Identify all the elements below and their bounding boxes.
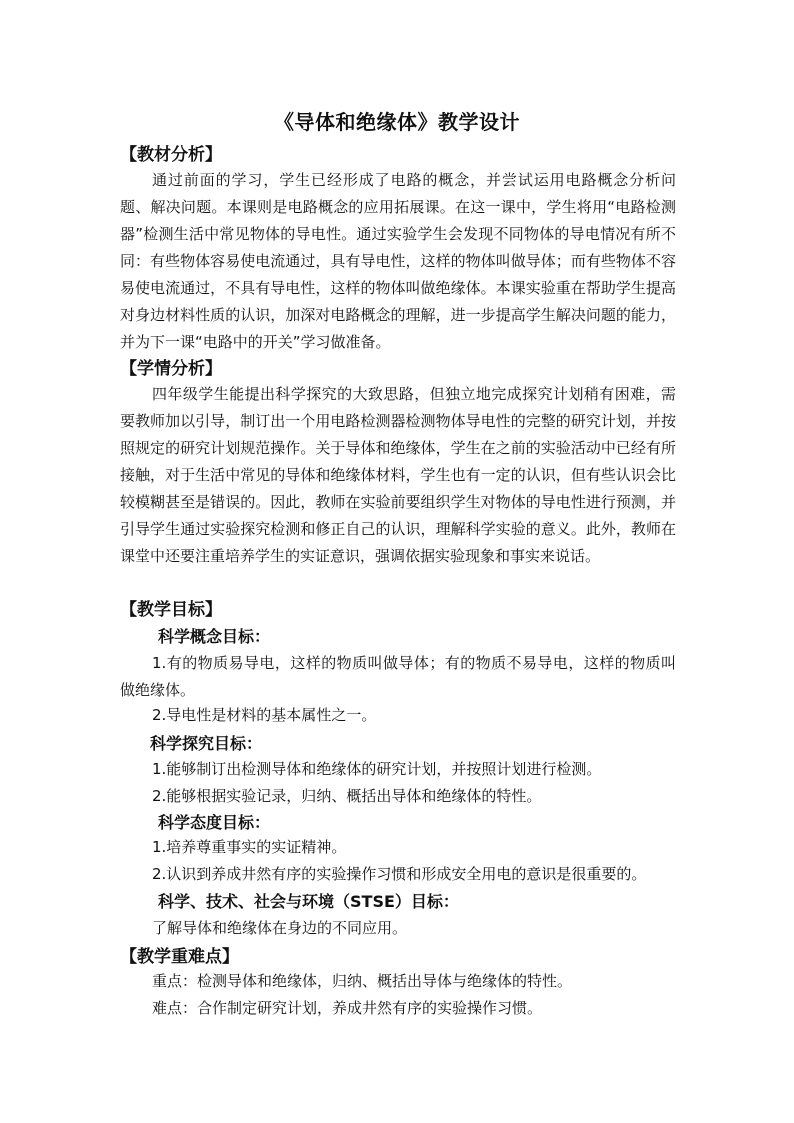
- section-heading-textbook-analysis: 【教材分析】: [120, 145, 222, 165]
- objective-inquiry-title: 科学探究目标：: [150, 734, 263, 753]
- textbook-analysis-paragraph: 通过前面的学习，学生已经形成了电路的概念，并尝试运用电路概念分析问题、解决问题。本课则是电路概念的应用拓展课。在这一课中，学生将用“电路检测器”检测生活中常见物体的导电性。通过实验学生会发现不同物体的导电情况有所不同：有些物体容易使电流通过，具有导电性，这样的物体叫做导体；而有些物体不容易使电流通过，不具有导电性，这样的物体叫做绝缘体。本课实验重在帮助学生提高对身边材料性质的认识，加深对电路概念的理解，进一步提高学生解决问题的能力，并为下一课“电路中的开关”学习做准备。: [120, 171, 676, 351]
- objective-attitude-title: 科学态度目标：: [158, 813, 271, 832]
- objective-concept-title: 科学概念目标：: [158, 627, 271, 646]
- objective-inquiry-item-2: 2.能够根据实验记录，归纳、概括出导体和绝缘体的特性。: [152, 787, 542, 805]
- objective-stse-title: 科学、技术、社会与环境（STSE）目标：: [158, 892, 459, 911]
- objective-concept-item-1: 1.有的物质易导电，这样的物质叫做导体；有的物质不易导电，这样的物质叫做绝缘体。: [120, 654, 676, 699]
- section-heading-teaching-objectives: 【教学目标】: [120, 600, 222, 620]
- objective-inquiry-item-1: 1.能够制订出检测导体和绝缘体的研究计划，并按照计划进行检测。: [152, 760, 602, 778]
- student-analysis-paragraph: 四年级学生能提出科学探究的大致思路，但独立地完成探究计划稍有困难，需要教师加以引导，制订出一个用电路检测器检测物体导电性的完整的研究计划，并按照规定的研究计划规范操作。关于导体和绝缘体，学生在之前的实验活动中已经有所接触，对于生活中常见的导体和绝缘体材料，学生也有一定的认识，但有些认识会比较模糊甚至是错误的。因此，教师在实验前要组织学生对物体的导电性进行预测，并引导学生通过实验探究检测和修正自己的认识，理解科学实验的意义。此外，教师在课堂中还要注重培养学生的实证意识，强调依据实验现象和事实来说话。: [120, 385, 676, 565]
- key-point-line: 重点：检测导体和绝缘体，归纳、概括出导体与绝缘体的特性。: [152, 972, 573, 990]
- difficulty-line: 难点：合作制定研究计划，养成井然有序的实验操作习惯。: [152, 999, 543, 1017]
- objective-stse-item-1: 了解导体和绝缘体在身边的不同应用。: [152, 919, 408, 937]
- section-heading-key-difficulties: 【教学重难点】: [120, 947, 239, 967]
- objective-concept-item-2: 2.导电性是材料的基本属性之一。: [152, 706, 377, 724]
- section-heading-student-analysis: 【学情分析】: [120, 359, 222, 379]
- objective-attitude-item-1: 1.培养尊重事实的实证精神。: [152, 838, 347, 856]
- objective-attitude-item-2: 2.认识到养成井然有序的实验操作习惯和形成安全用电的意识是很重要的。: [152, 865, 647, 883]
- document-title: 《导体和绝缘体》教学设计: [274, 110, 520, 134]
